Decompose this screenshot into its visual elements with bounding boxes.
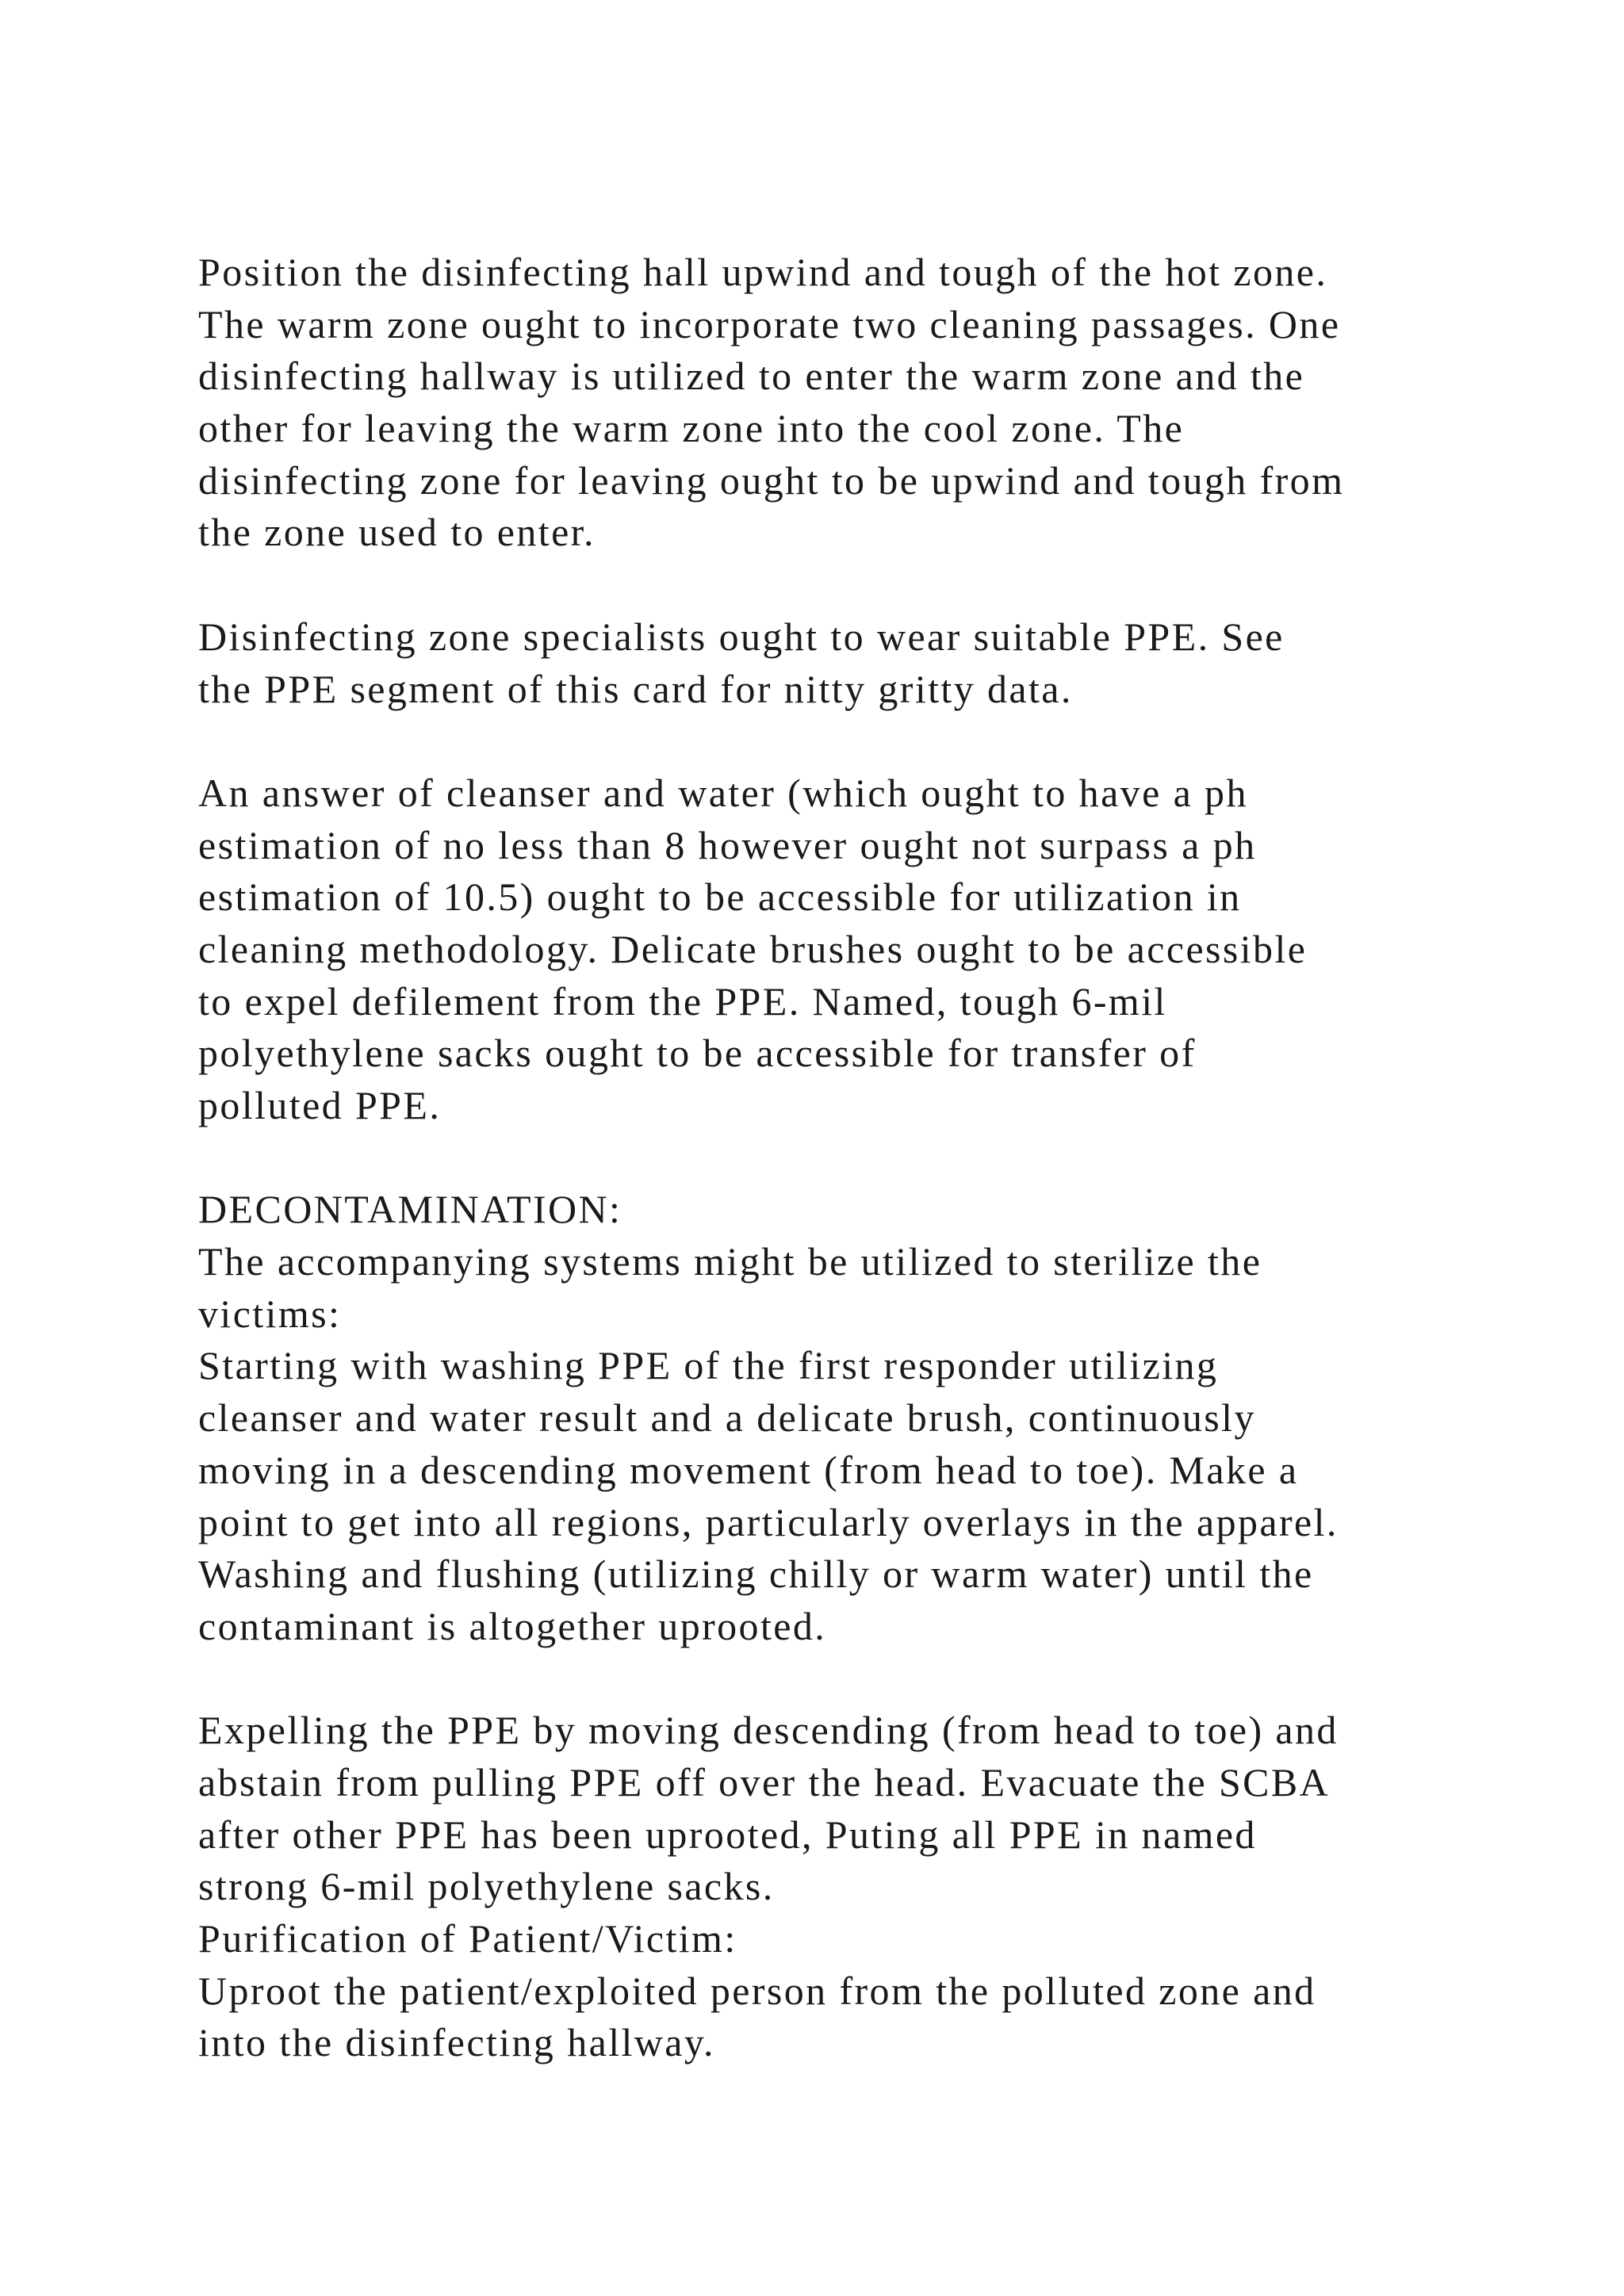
text-line: cleanser and water result and a delicate brush, continuously (198, 1395, 1256, 1441)
paragraph-cleanser-solution (198, 767, 1610, 1132)
document-body (198, 247, 1610, 2069)
section-heading: Purification of Patient/Victim: (198, 1916, 737, 1961)
text-line: Washing and flushing (utilizing chilly or warm water) until the (198, 1552, 1314, 1597)
paragraph-decontamination (198, 1184, 1610, 1652)
text-line: disinfecting hallway is utilized to enter the warm zone and the (198, 354, 1305, 399)
paragraph-ppe-removal (198, 1705, 1610, 2069)
paragraph-specialists-ppe (198, 611, 1610, 715)
text-line: abstain from pulling PPE off over the head. Evacuate the SCBA (198, 1759, 1331, 1804)
text-line: disinfecting zone for leaving ought to be upwind and tough from (198, 457, 1345, 503)
text-line: polyethylene sacks ought to be accessible for transfer of (198, 1031, 1197, 1076)
text-line: Uproot the patient/exploited person from the polluted zone and (198, 1968, 1316, 2013)
text-line: Expelling the PPE by moving descending (from head to toe) and (198, 1708, 1339, 1753)
text-line: after other PPE has been uprooted, Puting all PPE in named (198, 1812, 1257, 1857)
paragraph-hall-positioning (198, 247, 1610, 559)
paragraph-gap (198, 1653, 1610, 1705)
text-line: moving in a descending movement (from head to toe). Make a (198, 1447, 1299, 1492)
paragraph-gap (198, 1132, 1610, 1184)
section-heading: DECONTAMINATION: (198, 1187, 622, 1232)
paragraph-gap (198, 559, 1610, 611)
text-line: Disinfecting zone specialists ought to wear suitable PPE. See (198, 614, 1285, 659)
text-line: The accompanying systems might be utilized to sterilize the (198, 1239, 1262, 1284)
text-line: victims: (198, 1291, 342, 1336)
text-line: Starting with washing PPE of the first responder utilizing (198, 1343, 1219, 1388)
text-line: the PPE segment of this card for nitty gritty data. (198, 666, 1073, 711)
text-line: into the disinfecting hallway. (198, 2020, 715, 2065)
text-line: cleaning methodology. Delicate brushes ought to be accessible (198, 926, 1308, 971)
text-line: Position the disinfecting hall upwind and tough of the hot zone. (198, 250, 1328, 294)
text-line: strong 6-mil polyethylene sacks. (198, 1864, 775, 1909)
text-line: An answer of cleanser and water (which ought to have a ph (198, 770, 1248, 815)
text-line: estimation of no less than 8 however ought not surpass a ph (198, 822, 1257, 867)
text-line: contaminant is altogether uprooted. (198, 1603, 827, 1648)
text-line: The warm zone ought to incorporate two cleaning passages. One (198, 301, 1341, 346)
text-line: polluted PPE. (198, 1083, 442, 1127)
text-line: the zone used to enter. (198, 510, 596, 555)
text-line: other for leaving the warm zone into the cool zone. The (198, 406, 1185, 451)
text-line: to expel defilement from the PPE. Named, tough 6-mil (198, 978, 1167, 1024)
paragraph-gap (198, 715, 1610, 767)
text-line: point to get into all regions, particularly overlays in the apparel. (198, 1499, 1339, 1544)
text-line: estimation of 10.5) ought to be accessible for utilization in (198, 874, 1242, 920)
